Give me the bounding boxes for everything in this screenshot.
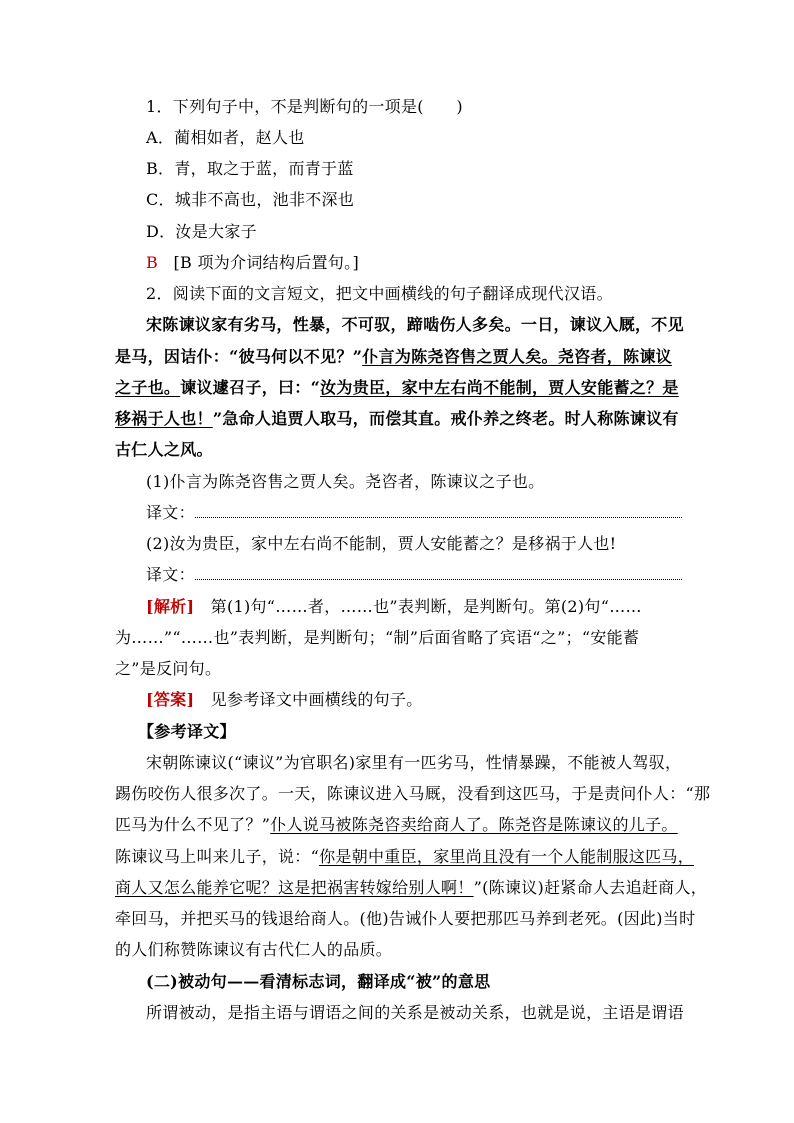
q2-sub-question-1: (1)仆言为陈尧咨售之贾人矣。尧咨者，陈谏议之子也。 [146, 472, 545, 491]
reference-text: 匹马为什么不见了？” [115, 815, 271, 834]
passage-line-3 [115, 378, 679, 398]
reference-line-4 [115, 847, 694, 867]
passage-underlined-text: 仆言为陈尧咨售之贾人矣。尧咨者，陈谏议 [362, 347, 672, 366]
translation-line-1 [146, 503, 682, 523]
analysis-line-3: 之”是反问句。 [115, 659, 222, 678]
section-line-1: 所谓被动，是指主语与谓语之间的关系是被动关系，也就是说，主语是谓语 [146, 1003, 684, 1022]
passage-underlined-text: 移祸于人也！ [115, 409, 213, 428]
reference-line-3 [115, 815, 678, 835]
translation-answer-blank[interactable] [195, 503, 682, 518]
q1-answer-text: [B 项为介词结构后置句。] [173, 253, 359, 272]
q1-option-a: A．蔺相如者，赵人也 [146, 128, 305, 147]
translation-answer-blank[interactable] [195, 565, 682, 580]
passage-underlined-text: 汝为贵臣，家中左右尚不能制，贾人安能蓄之？是 [320, 378, 679, 397]
q1-answer-letter: B [146, 253, 159, 272]
reference-line-1: 宋朝陈谏议(“谏议”为官职名)家里有一匹劣马，性情暴躁，不能被人驾驭， [146, 753, 682, 772]
passage-line-2 [115, 347, 672, 367]
passage-line-4 [115, 409, 679, 429]
passage-line-1: 宋陈谏议家有劣马，性暴，不可驭，蹄啮伤人多矣。一日，谏议入厩，不见 [146, 315, 684, 334]
q1-option-d: D．汝是大家子 [146, 222, 257, 241]
passage-underlined-text: 之子也。 [115, 378, 181, 397]
answer-text: 见参考译文中画横线的句子。 [194, 690, 423, 709]
reference-text: 陈谏议马上叫来儿子，说：“ [115, 847, 320, 866]
q1-option-c: C．城非不高也，池非不深也 [146, 190, 355, 209]
passage-text: 是马，因诘仆：“彼马何以不见？” [115, 347, 363, 366]
q1-option-b: B．青，取之于蓝，而青于蓝 [146, 159, 354, 178]
q2-stem: 2．阅读下面的文言短文，把文中画横线的句子翻译成现代汉语。 [146, 284, 613, 303]
reference-underlined-text: 仆人说马被陈尧咨卖给商人了。陈尧咨是陈谏议的儿子。 [270, 815, 678, 834]
passage-text: ”急命人追贾人取马，而偿其直。戒仆养之终老。时人称陈谏议有 [212, 409, 679, 428]
analysis-line-1 [146, 597, 642, 617]
translation-label: 译文： [146, 565, 195, 584]
passage-line-5: 古仁人之风。 [115, 440, 213, 459]
reference-line-6: 牵回马，并把买马的钱退给商人。(他)告诫仆人要把那匹马养到老死。(因此)当时 [115, 909, 696, 928]
answer-line [146, 690, 423, 710]
translation-label: 译文： [146, 503, 195, 522]
q1-stem: 1．下列句子中，不是判断句的一项是( ) [146, 97, 463, 116]
reference-underlined-text: 你是朝中重臣，家里尚且没有一个人能制服这匹马， [319, 847, 694, 866]
translation-line-2 [146, 565, 682, 585]
reference-underlined-text: 商人又怎么能养它呢？这是把祸害转嫁给别人啊！ [115, 878, 474, 897]
reference-heading: 【参考译文】 [138, 722, 236, 741]
reference-line-7: 的人们称赞陈谏议有古代仁人的品质。 [115, 940, 393, 959]
reference-line-2: 踢伤咬伤人很多次了。一天，陈谏议进入马厩，没看到这匹马，于是责问仆人：“那 [115, 784, 711, 803]
analysis-tag: [解析] [146, 597, 195, 616]
analysis-text: 第(1)句“……者，……也”表判断，是判断句。第(2)句“…… [194, 597, 642, 616]
q1-answer-line [146, 253, 359, 273]
answer-tag: [答案] [146, 690, 195, 709]
reference-line-5 [115, 878, 707, 898]
passage-text: 谏议遽召子，曰：“ [180, 378, 321, 397]
reference-text: ”(陈谏议)赶紧命人去追赶商人， [473, 878, 708, 897]
analysis-line-2: 为……”“……也”表判断，是判断句；“制”后面省略了宾语“之”；“安能蓄 [115, 628, 640, 647]
section-heading: (二)被动句——看清标志词，翻译成“被”的意思 [146, 972, 491, 991]
q2-sub-question-2: (2)汝为贵臣，家中左右尚不能制，贾人安能蓄之？是移祸于人也! [146, 534, 617, 553]
